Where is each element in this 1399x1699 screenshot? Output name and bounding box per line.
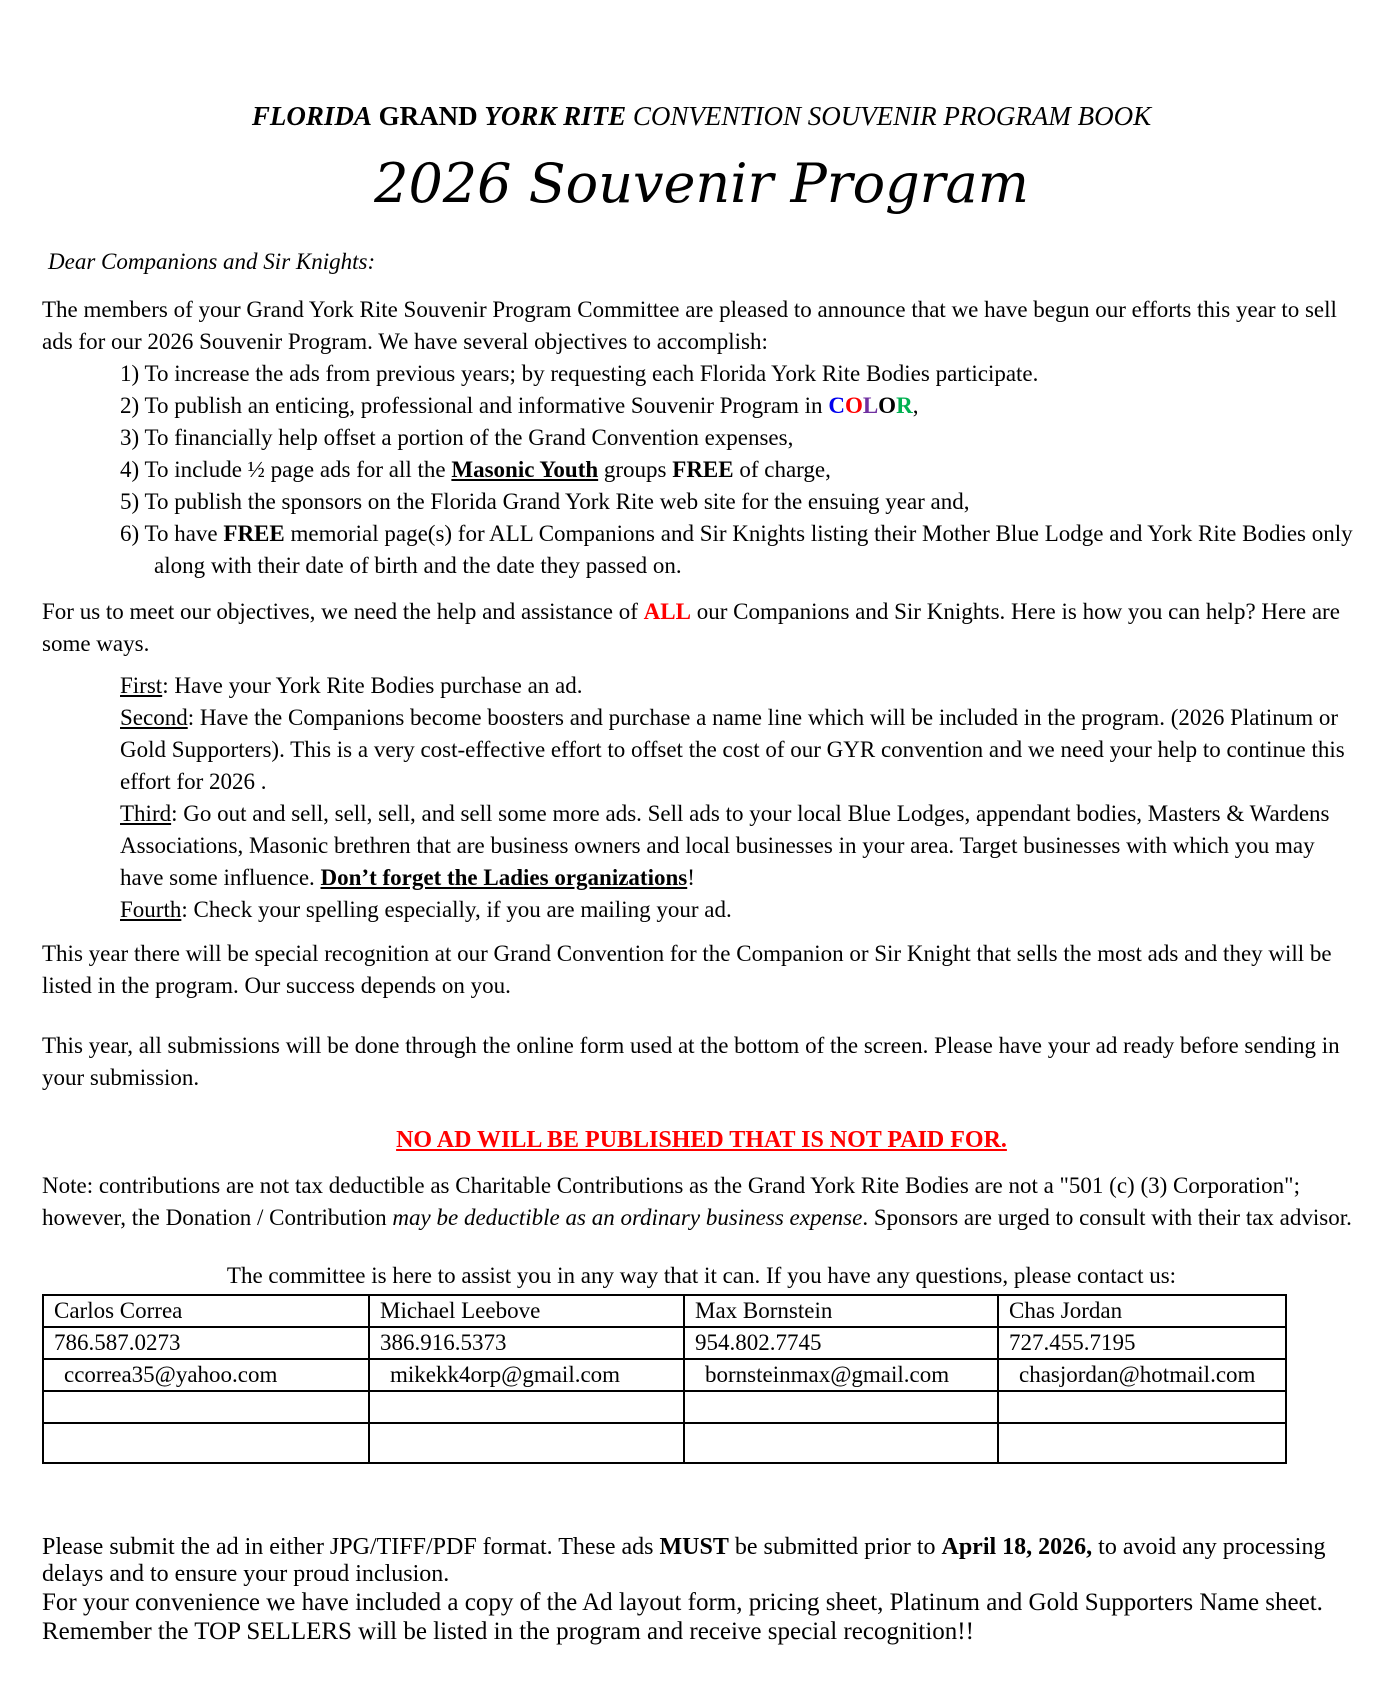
objective-text: memorial page(s) for ALL Companions and Sir Knights listing their Mother Blue Lodge and York Rite Bodies only along with their date of birth and the date they passed on. [154, 521, 1353, 578]
way-item [120, 670, 1361, 702]
contact-name: Michael Leebove [369, 1295, 684, 1327]
objective-item [120, 454, 1361, 486]
contact-name: Chas Jordan [998, 1295, 1286, 1327]
objective-item [120, 422, 1361, 454]
submit-paragraph [42, 1534, 1361, 1588]
way-text: ! [687, 865, 695, 890]
color-letter: R [896, 393, 913, 418]
objective-number: 4) [120, 457, 140, 482]
empty-cell [998, 1423, 1286, 1463]
way-label: First [120, 673, 163, 698]
free-emphasis: FREE [672, 457, 734, 482]
header-york-rite: YORK RITE [484, 101, 627, 131]
contact-name: Carlos Correa [43, 1295, 369, 1327]
committee-table [42, 1294, 1287, 1464]
way-item [120, 702, 1361, 798]
recognition-paragraph: This year there will be special recognition at our Grand Convention for the Companion or Sir Knight that sells the most ads and they will be listed in the program. Our success depends on you. [42, 941, 1332, 998]
empty-cell [43, 1391, 369, 1423]
note-paragraph [42, 1170, 1361, 1234]
color-letter: L [862, 393, 879, 418]
objective-text: To increase the ads from previous years; by requesting each Florida York Rite Bodies participate. [144, 361, 1039, 386]
contact-name: Max Bornstein [684, 1295, 998, 1327]
objective-item [120, 390, 1361, 422]
contact-email: ccorrea35@yahoo.com [43, 1359, 369, 1391]
header-rest: CONVENTION SOUVENIR PROGRAM BOOK [626, 101, 1152, 131]
submit-text: to avoid any processing delays and to ensure your proud inclusion. [42, 1534, 1326, 1587]
convenience-paragraph: For your convenience we have included a copy of the Ad layout form, pricing sheet, Platinum and Gold Supporters Name sheet. Remember the TOP SELLERS will be listed in the program and receive special recognition!! [42, 1589, 1323, 1645]
objective-number: 6) [120, 521, 140, 546]
objective-text: To publish an enticing, professional and informative Souvenir Program in [144, 393, 829, 418]
objective-number: 3) [120, 425, 140, 450]
help-text: our Companions and Sir Knights. Here is how you can help? Here are some ways. [42, 599, 1340, 656]
color-letter: O [844, 393, 863, 418]
contact-phone: 786.587.0273 [43, 1327, 369, 1359]
empty-cell [369, 1423, 684, 1463]
objective-number: 5) [120, 489, 140, 514]
objective-item [120, 358, 1361, 390]
way-label: Third [120, 801, 172, 826]
objective-number: 2) [120, 393, 140, 418]
submission-paragraph: This year, all submissions will be done through the online form used at the bottom of the screen. Please have your ad ready before sending in your submission. [42, 1033, 1340, 1090]
way-label: Second [120, 705, 188, 730]
free-emphasis: FREE [223, 521, 285, 546]
way-item [120, 798, 1361, 894]
objective-text: To publish the sponsors on the Florida Grand York Rite web site for the ensuing year and, [144, 489, 970, 514]
salutation: Dear Companions and Sir Knights: [48, 249, 376, 274]
way-label: Fourth [120, 897, 182, 922]
ladies-emphasis: Don’t forget the Ladies organizations [320, 865, 688, 890]
contact-phone: 727.455.7195 [998, 1327, 1286, 1359]
note-italic-text: may be deductible as an ordinary business expense [392, 1205, 863, 1230]
ways-list [120, 670, 1361, 926]
intro-paragraph: The members of your Grand York Rite Souvenir Program Committee are pleased to announce that we have begun our efforts this year to sell ads for our 2026 Souvenir Program. We have several objectives to accomplish: [42, 297, 1337, 354]
contact-email: mikekk4orp@gmail.com [369, 1359, 684, 1391]
must-emphasis: MUST [659, 1534, 729, 1560]
contact-email: chasjordan@hotmail.com [998, 1359, 1286, 1391]
objective-item [120, 518, 1361, 582]
document-header [42, 100, 1361, 132]
all-emphasis: ALL [643, 599, 691, 624]
empty-cell [369, 1391, 684, 1423]
objective-text: , [912, 393, 919, 418]
note-text: Note: contributions are not tax deductible as Charitable Contributions as the Grand York Rite Bodies are not a "501 (c) (3) Corporation"; however, the Donation / Contribution [42, 1173, 1300, 1230]
objective-item [120, 486, 1361, 518]
table-row-empty [43, 1391, 1286, 1423]
page-title: 2026 Souvenir Program [374, 152, 1029, 215]
note-text: . Sponsors are urged to consult with their tax advisor. [862, 1205, 1352, 1230]
help-paragraph [42, 596, 1361, 660]
way-text: : Have your York Rite Bodies purchase an ad. [162, 673, 583, 698]
help-text: For us to meet our objectives, we need the help and assistance of [42, 599, 644, 624]
table-row-emails [43, 1359, 1286, 1391]
table-row-names [43, 1295, 1286, 1327]
submit-text: Please submit the ad in either JPG/TIFF/PDF format. These ads [42, 1534, 660, 1560]
empty-cell [684, 1391, 998, 1423]
way-text: : Have the Companions become boosters and purchase a name line which will be included in the program. (2026 Platinum or Gold Supporters). This is a very cost-effective effort to offset the cost of our GYR convention and we need your help to continue this effort for 2026 . [120, 705, 1345, 794]
contact-phone: 954.802.7745 [684, 1327, 998, 1359]
color-letter: C [828, 393, 845, 418]
color-letter: O [878, 393, 897, 418]
no-ad-notice: NO AD WILL BE PUBLISHED THAT IS NOT PAID FOR. [396, 1127, 1007, 1153]
submit-text: be submitted prior to [728, 1534, 942, 1560]
objective-number: 1) [120, 361, 140, 386]
objective-text: To have [144, 521, 224, 546]
header-grand: GRAND [371, 101, 485, 131]
masonic-youth-emphasis: Masonic Youth [451, 457, 599, 482]
deadline-date: April 18, 2026, [941, 1534, 1093, 1560]
contact-email: bornsteinmax@gmail.com [684, 1359, 998, 1391]
objective-text: To include ½ page ads for all the [144, 457, 452, 482]
table-row-phones [43, 1327, 1286, 1359]
empty-cell [998, 1391, 1286, 1423]
objective-text: To financially help offset a portion of the Grand Convention expenses, [144, 425, 794, 450]
table-row-empty [43, 1423, 1286, 1463]
empty-cell [43, 1423, 369, 1463]
objective-text: groups [598, 457, 673, 482]
way-text: : Go out and sell, sell, sell, and sell some more ads. Sell ads to your local Blue Lodges, appendant bodies, Masters & Wardens Associations, Masonic brethren that are business owners and local businesses in your area. Target businesses with which you may have some influence. [120, 801, 1330, 890]
empty-cell [684, 1423, 998, 1463]
way-item [120, 894, 1361, 926]
objectives-list [120, 358, 1361, 582]
header-florida: FLORIDA [251, 101, 372, 131]
objective-text: of charge, [733, 457, 831, 482]
committee-intro-line: The committee is here to assist you in any way that it can. If you have any questions, please contact us: [226, 1263, 1177, 1288]
contact-phone: 386.916.5373 [369, 1327, 684, 1359]
way-text: : Check your spelling especially, if you are mailing your ad. [181, 897, 732, 922]
